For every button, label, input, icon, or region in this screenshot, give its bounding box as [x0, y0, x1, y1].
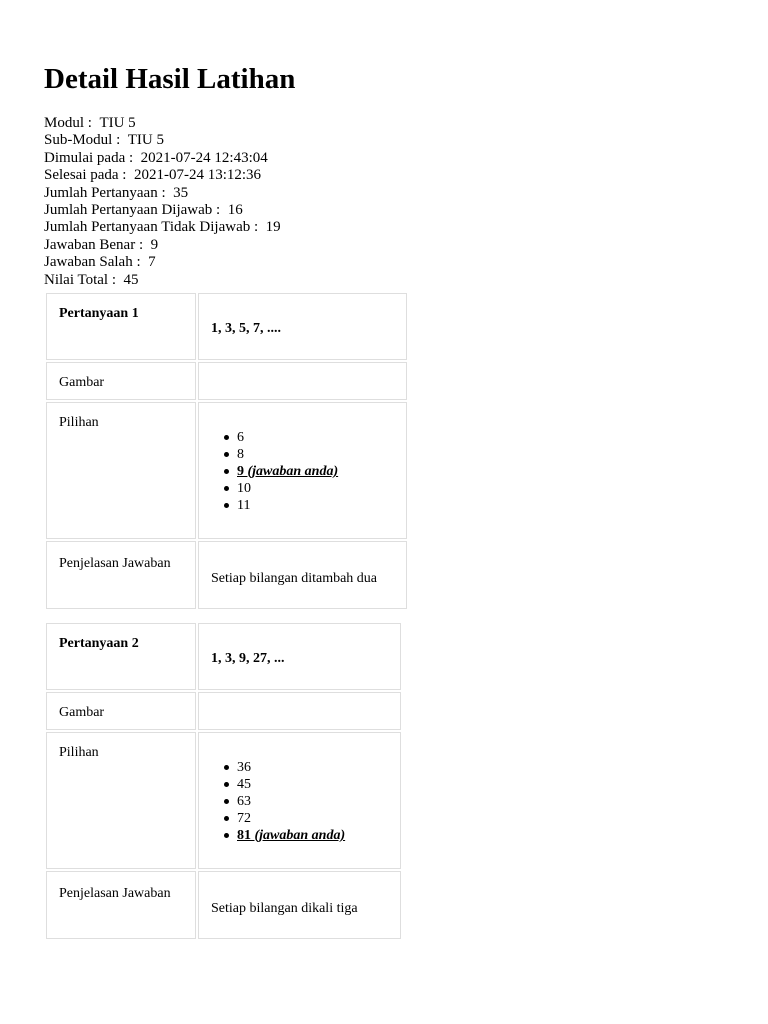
- bullet-icon: [224, 486, 229, 491]
- image-label: Gambar: [59, 705, 105, 720]
- options-label: Pilihan: [59, 415, 99, 430]
- option-text: 8: [237, 447, 244, 462]
- summary-value: 19: [265, 219, 281, 236]
- selected-answer: [237, 828, 345, 843]
- explanation-cell: [198, 541, 407, 609]
- option-text: 6: [237, 430, 244, 445]
- option-text: 72: [237, 811, 251, 826]
- summary-label: Jumlah Pertanyaan :: [44, 184, 166, 201]
- result-summary: [44, 115, 281, 289]
- option-item: [211, 759, 388, 776]
- bullet-icon: [224, 833, 229, 838]
- summary-value: 16: [227, 202, 243, 219]
- bullet-icon: [224, 816, 229, 821]
- summary-label: Modul :: [44, 115, 92, 131]
- summary-value: 35: [173, 184, 189, 201]
- explanation-text: Setiap bilangan dikali tiga: [211, 901, 358, 916]
- summary-label: Nilai Total :: [44, 271, 116, 288]
- summary-value: 2021-07-24 13:12:36: [133, 167, 262, 184]
- image-label-cell: [46, 692, 196, 730]
- option-item: [211, 446, 394, 463]
- question-table-1: [44, 291, 409, 611]
- bullet-icon: [224, 799, 229, 804]
- options-label: Pilihan: [59, 745, 99, 760]
- summary-row-finished: [44, 167, 281, 184]
- option-text: 10: [237, 481, 251, 496]
- options-cell: [198, 402, 407, 539]
- bullet-icon: [224, 469, 229, 474]
- option-item: [211, 810, 388, 827]
- explanation-label: Penjelasan Jawaban: [59, 886, 171, 901]
- option-text: 11: [237, 498, 251, 513]
- bullet-icon: [224, 452, 229, 457]
- option-item: [211, 776, 388, 793]
- question-text: 1, 3, 9, 27, ...: [211, 651, 285, 666]
- option-item: [211, 497, 394, 514]
- option-text: 9: [237, 464, 244, 479]
- options-cell: [198, 732, 401, 869]
- summary-row-modul: [44, 115, 281, 132]
- summary-value: TIU 5: [127, 132, 165, 149]
- bullet-icon: [224, 503, 229, 508]
- summary-label: Jawaban Benar :: [44, 236, 144, 253]
- summary-value: 7: [148, 254, 156, 271]
- summary-row-total-score: [44, 272, 281, 289]
- summary-value: TIU 5: [99, 115, 136, 131]
- image-label-cell: [46, 362, 196, 400]
- summary-label: Sub-Modul :: [44, 132, 121, 149]
- summary-label: Jumlah Pertanyaan Dijawab :: [44, 202, 221, 219]
- question-table-2: [44, 621, 403, 941]
- summary-value: 9: [150, 236, 159, 253]
- summary-label: Dimulai pada :: [44, 149, 134, 166]
- summary-label: Jumlah Pertanyaan Tidak Dijawab :: [44, 219, 259, 236]
- image-label: Gambar: [59, 375, 105, 390]
- question-label: Pertanyaan 2: [59, 636, 139, 651]
- option-item: [211, 793, 388, 810]
- summary-row-sub-modul: [44, 132, 281, 149]
- option-item-selected: [211, 463, 394, 480]
- question-text-cell: [198, 623, 401, 690]
- options-row: [46, 402, 407, 539]
- explanation-text: Setiap bilangan ditambah dua: [211, 571, 378, 586]
- question-label-cell: [46, 623, 196, 690]
- explanation-row: [46, 541, 407, 609]
- options-list: [211, 429, 394, 514]
- image-row: [46, 362, 407, 400]
- summary-row-correct: [44, 237, 281, 254]
- option-text: 63: [237, 794, 251, 809]
- summary-row-wrong: [44, 254, 281, 271]
- bullet-icon: [224, 765, 229, 770]
- bullet-icon: [224, 435, 229, 440]
- selected-answer: [237, 464, 338, 479]
- image-cell: [198, 362, 407, 400]
- explanation-label-cell: [46, 871, 196, 939]
- summary-value: 45: [123, 271, 139, 288]
- summary-row-started: [44, 150, 281, 167]
- question-label: Pertanyaan 1: [59, 306, 139, 321]
- your-answer-note: (jawaban anda): [247, 464, 339, 479]
- summary-label: Jawaban Salah :: [44, 254, 141, 271]
- question-text-cell: [198, 293, 407, 360]
- question-label-cell: [46, 293, 196, 360]
- options-label-cell: [46, 732, 196, 869]
- image-cell: [198, 692, 401, 730]
- page-title: Detail Hasil Latihan: [44, 63, 296, 95]
- option-item: [211, 480, 394, 497]
- your-answer-note: (jawaban anda): [254, 828, 346, 843]
- explanation-row: [46, 871, 401, 939]
- summary-row-total-questions: [44, 185, 281, 202]
- summary-value: 2021-07-24 12:43:04: [140, 149, 268, 166]
- option-text: 36: [237, 760, 251, 775]
- question-text: 1, 3, 5, 7, ....: [211, 321, 281, 336]
- explanation-label: Penjelasan Jawaban: [59, 556, 171, 571]
- summary-row-answered: [44, 202, 281, 219]
- option-text: 81: [237, 828, 251, 843]
- image-row: [46, 692, 401, 730]
- option-item: [211, 429, 394, 446]
- summary-row-unanswered: [44, 219, 281, 236]
- options-list: [211, 759, 388, 844]
- explanation-cell: [198, 871, 401, 939]
- bullet-icon: [224, 782, 229, 787]
- option-item-selected: [211, 827, 388, 844]
- options-label-cell: [46, 402, 196, 539]
- options-row: [46, 732, 401, 869]
- question-row: [46, 293, 407, 360]
- question-row: [46, 623, 401, 690]
- explanation-label-cell: [46, 541, 196, 609]
- option-text: 45: [237, 777, 251, 792]
- summary-label: Selesai pada :: [44, 167, 127, 184]
